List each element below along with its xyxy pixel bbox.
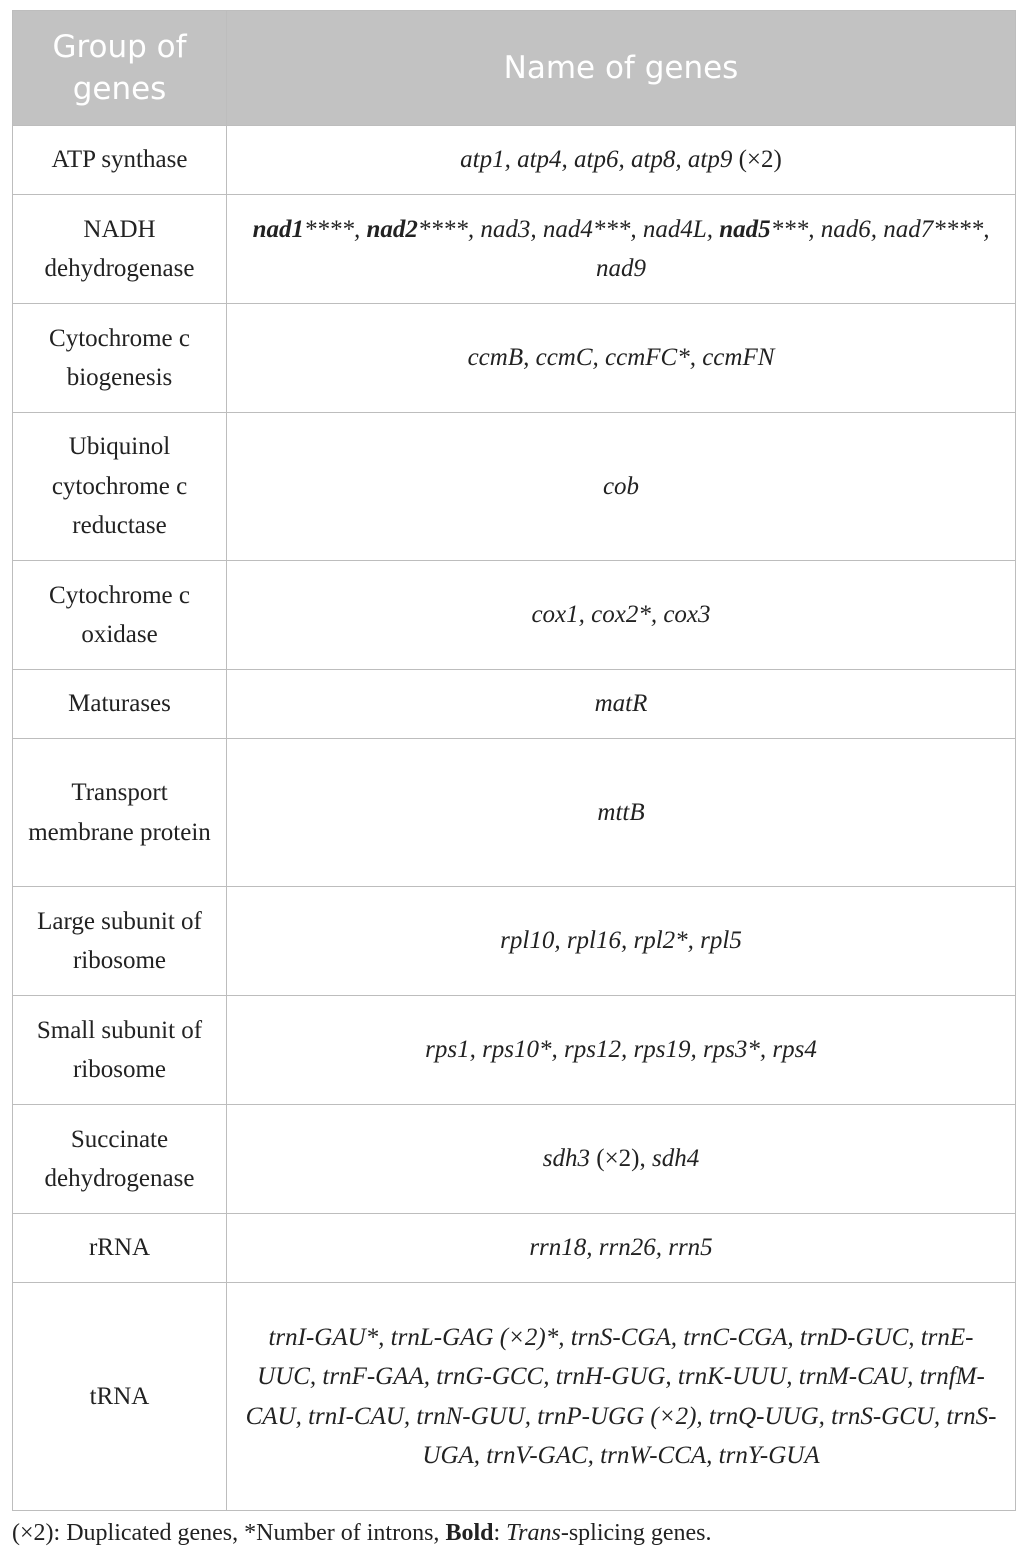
- gene-group-cell: NADH dehydrogenase: [13, 195, 227, 304]
- table-row: [13, 1283, 1016, 1511]
- text-run: sdh3: [542, 1145, 590, 1173]
- gene-group-cell: Transport membrane protein: [13, 739, 227, 887]
- text-run: [366, 216, 417, 243]
- text-run: nad5: [719, 215, 771, 243]
- gene-group-cell: tRNA: [13, 1283, 227, 1511]
- table-row: [13, 561, 1016, 670]
- text-run: sdh4: [652, 1145, 700, 1173]
- text-run: [719, 216, 770, 243]
- text-run: rpl10, rpl16, rpl2*, rpl5: [500, 927, 742, 955]
- gene-names-cell: [227, 1214, 1016, 1283]
- text-run: ccmB, ccmC, ccmFC*, ccmFN: [467, 344, 775, 372]
- text-run: cob: [602, 472, 640, 500]
- gene-names-cell: [227, 413, 1016, 561]
- table-row: [13, 413, 1016, 561]
- gene-group-cell: Ubiquinol cytochrome c reductase: [13, 413, 227, 561]
- text-run: (×2): Duplicated genes, *Number of introns,: [12, 1520, 446, 1546]
- text-run: matR: [594, 690, 648, 718]
- text-run: (×2): [732, 146, 782, 174]
- table-body: [13, 126, 1016, 1511]
- gene-names-cell: [227, 304, 1016, 413]
- table-row: [13, 1214, 1016, 1283]
- gene-group-cell: Succinate dehydrogenase: [13, 1105, 227, 1214]
- gene-group-cell: Cytochrome c oxidase: [13, 561, 227, 670]
- text-run: ****, nad3, nad4***, nad4L,: [417, 215, 720, 243]
- gene-names-cell: [227, 195, 1016, 304]
- header-name-of-genes: Name of genes: [227, 11, 1016, 126]
- text-run: trnI-GAU*, trnL-GAG (×2)*, trnS-CGA, trnC-CGA, trnD-GUC, trnE-UUC, trnF-GAA, trnG-GCC, trnH-GUG, trnK-UUU, trnM-CAU, trnfM-CAU, trnI-CAU, trnN-GUU, trnP-UGG (×2), trnQ-UUG, trnS-GCU, trnS-UGA, trnV-GAC, trnW-CCA, trnY-GUA: [245, 1323, 997, 1469]
- table-row: [13, 996, 1016, 1105]
- text-run: -splicing genes.: [560, 1520, 712, 1546]
- text-run: nad2: [366, 215, 418, 243]
- text-run: mttB: [597, 798, 645, 826]
- text-run: :: [493, 1520, 507, 1546]
- table-row: [13, 304, 1016, 413]
- gene-names-cell: [227, 887, 1016, 996]
- gene-names-cell: [227, 561, 1016, 670]
- gene-names-cell: [227, 739, 1016, 887]
- text-run: rrn18, rrn26, rrn5: [529, 1234, 713, 1262]
- gene-group-cell: Large subunit of ribosome: [13, 887, 227, 996]
- gene-names-cell: [227, 126, 1016, 195]
- gene-group-cell: Maturases: [13, 670, 227, 739]
- gene-names-cell: [227, 1105, 1016, 1214]
- table-header-row: [13, 11, 1016, 126]
- gene-group-cell: rRNA: [13, 1214, 227, 1283]
- text-run: (×2),: [590, 1145, 652, 1173]
- table-row: [13, 1105, 1016, 1214]
- text-run: ***, nad6, nad7****, nad9: [596, 215, 990, 282]
- table-row: [13, 126, 1016, 195]
- gene-group-cell: ATP synthase: [13, 126, 227, 195]
- header-group-of-genes: Group of genes: [13, 11, 227, 126]
- table-footnote: [12, 1520, 711, 1547]
- text-run: ****,: [303, 215, 367, 243]
- text-run: Trans: [506, 1520, 561, 1546]
- table-row: [13, 739, 1016, 887]
- text-run: cox1, cox2*, cox3: [531, 601, 711, 629]
- text-run: [253, 216, 304, 243]
- gene-group-cell: Cytochrome c biogenesis: [13, 304, 227, 413]
- table-row: [13, 887, 1016, 996]
- text-run: nad1: [252, 215, 304, 243]
- text-run: rps1, rps10*, rps12, rps19, rps3*, rps4: [425, 1036, 817, 1064]
- gene-names-cell: [227, 996, 1016, 1105]
- text-run: Bold: [445, 1520, 494, 1546]
- table-row: [13, 195, 1016, 304]
- gene-names-cell: [227, 1283, 1016, 1511]
- gene-group-cell: Small subunit of ribosome: [13, 996, 227, 1105]
- gene-names-cell: [227, 670, 1016, 739]
- gene-table-container: [12, 10, 1015, 1511]
- table-row: [13, 670, 1016, 739]
- text-run: atp1, atp4, atp6, atp8, atp9: [460, 146, 733, 174]
- gene-table: [12, 10, 1016, 1511]
